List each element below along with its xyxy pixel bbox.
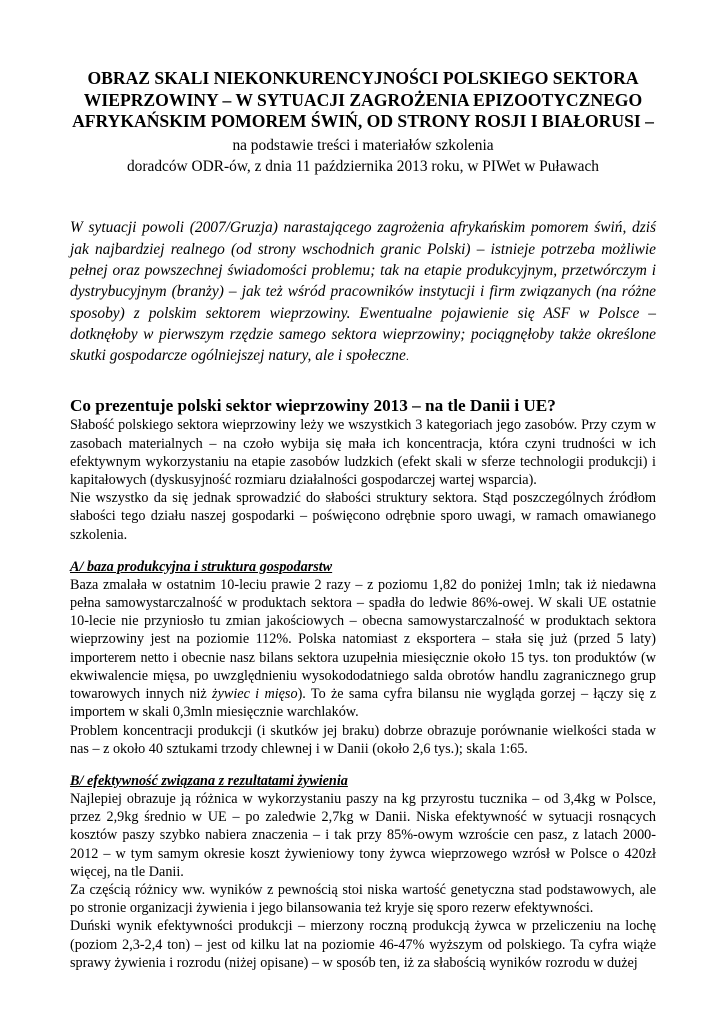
- section-paragraph-1: Słabość polskiego sektora wieprzowiny leży we wszystkich 3 kategoriach jego zasobów. Przy czym w zasobach materialnych – na czoło wybija się mała ich koncentracja, która czyni trudności w ich efektywnym wykorzystaniu na etapie zasobów ludzkich (efekt skali w sferze technologii produkcji) i kapitałowych (dyskusyjność rozmiaru działalności gospodarczej wartej wsparcia).: [70, 417, 656, 489]
- sub-a-p1-post: ). To że sama cyfra bilansu nie wygląda gorzej – łączy się z importem w skali 0,3mln miesięcznie warchlaków.: [70, 686, 657, 721]
- document-page: [70, 68, 656, 972]
- sub-a-p1-pre: Baza zmalała w ostatnim 10-leciu prawie 2 razy – z poziomu 1,82 do poniżej 1mln; tak iż niedawna pełna samowystarczalność w produktach sektora – spadła do ledwie 86%-owej. W skali UE ostatnie 10-lecie nie przyniosło tu zmian jakościowych – obecna samowystarczalność w produktach sektora wieprzowiny jest na poziomie 112%. Polska natomiast z eksportera – stała się już (przed 5 laty) importerem netto i obecnie nasz bilans sektora uzupełnia miesięcznie około 15 tys. ton produktów (w ekwiwalencie mięsa, po uwzględnieniu wysokododatniego salda obrotów handlu zagranicznego grup towarowych innych niż: [70, 576, 656, 703]
- subsection-b-heading: B/ efektywność związana z rezultatami żywienia: [70, 772, 348, 789]
- intro-end: .: [405, 349, 409, 364]
- subsection-b-paragraph-3: Duński wynik efektywności produkcji – mierzony roczną produkcją żywca w przeliczeniu na lochę (poziom 2,3-2,4 ton) – jest od kilku lat na poziomie 46-47% wyższym od polskiego. Ta cyfra wiąże sprawy żywienia i rozrodu (niżej opisane) – w sposób ten, iż za słabością wyników rozrodu w dużej: [70, 918, 656, 971]
- title-text: OBRAZ SKALI NIEKONKURENCYJNOŚCI POLSKIEGO SEKTORA WIEPRZOWINY – W SYTUACJI ZAGROŻENIA EPIZOOTYCZNEGO AFRYKAŃSKIM POMOREM ŚWIŃ, OD STRONY ROSJI I BIAŁORUSI –: [72, 68, 654, 132]
- sub-a-p1-emphasis: żywiec i mięso: [212, 686, 298, 703]
- intro-text: W sytuacji powoli (2007/Gruzja) narastającego zagrożenia afrykańskim pomorem świń, dziś jak najbardziej realnego (od strony wschodnich granic Polski) – istnieje potrzeba możliwie pełnej oraz powszechnej świadomości problemu; tak na etapie produkcyjnym, przetwórczym i dystrybucyjnym (branży) – jak też wśród pracowników instytucji i firm związanych (na różne sposoby) z polskim sektorem wieprzowiny. Ewentualne pojawienie się ASF w Polsce – dotknęłoby w pierwszym rzędzie samego sektora wieprzowiny; pociągnęłoby także określone skutki gospodarcze ogólniejszej natury, ale i społeczne: [70, 219, 656, 365]
- title-suffix: na podstawie treści i materiałów szkolenia: [232, 136, 494, 154]
- section-paragraph-2: Nie wszystko da się jednak sprowadzić do słabości struktury sektora. Stąd poszczególnych źródłom słabości tego działu naszej gospodarki – poświęcono odrębnie sporo uwagi, w ramach omawianego szkolenia.: [70, 490, 656, 543]
- subsection-a-paragraph-2: Problem koncentracji produkcji (i skutków jej braku) dobrze obrazuje porównanie wielkości stada w nas – z około 40 sztukami trzody chlewnej i w Danii (około 2,6 tys.); skala 1:65.: [70, 722, 656, 757]
- subsection-a-paragraph-1: [70, 576, 656, 722]
- subsection-a-heading: A/ baza produkcyjna i struktura gospodarstw: [70, 558, 333, 575]
- subsection-b-paragraph-2: Za częścią różnicy ww. wyników z pewnością stoi niska wartość genetyczna stad podstawowych, ale po stronie organizacji żywienia i jego bilansowania też kryje się sporo rezerw efektywności.: [70, 881, 656, 917]
- subsection-b-paragraph-1: Najlepiej obrazuje ją różnica w wykorzystaniu paszy na kg przyrostu tucznika – od 3,4kg w Polsce, przez 2,9kg średnio w UE – po zaledwie 2,7kg w Danii. Niska efektywność w sytuacji rosnących kosztów paszy szybko nabiera znaczenia – i tak przy 85%-owym wzroście cen pasz, z latach 2000-2012 – w tym samym okresie koszt żywieniowy tony żywca wieprzowego wzrósł w Polsce o 420zł więcej, na tle Danii.: [70, 790, 656, 880]
- section-heading: Co prezentuje polski sektor wieprzowiny 2013 – na tle Danii i UE?: [70, 396, 556, 416]
- document-subtitle: doradców ODR-ów, z dnia 11 października 2013 roku, w PIWet w Puławach: [126, 158, 600, 176]
- document-title: [70, 68, 656, 156]
- intro-paragraph: [70, 217, 656, 367]
